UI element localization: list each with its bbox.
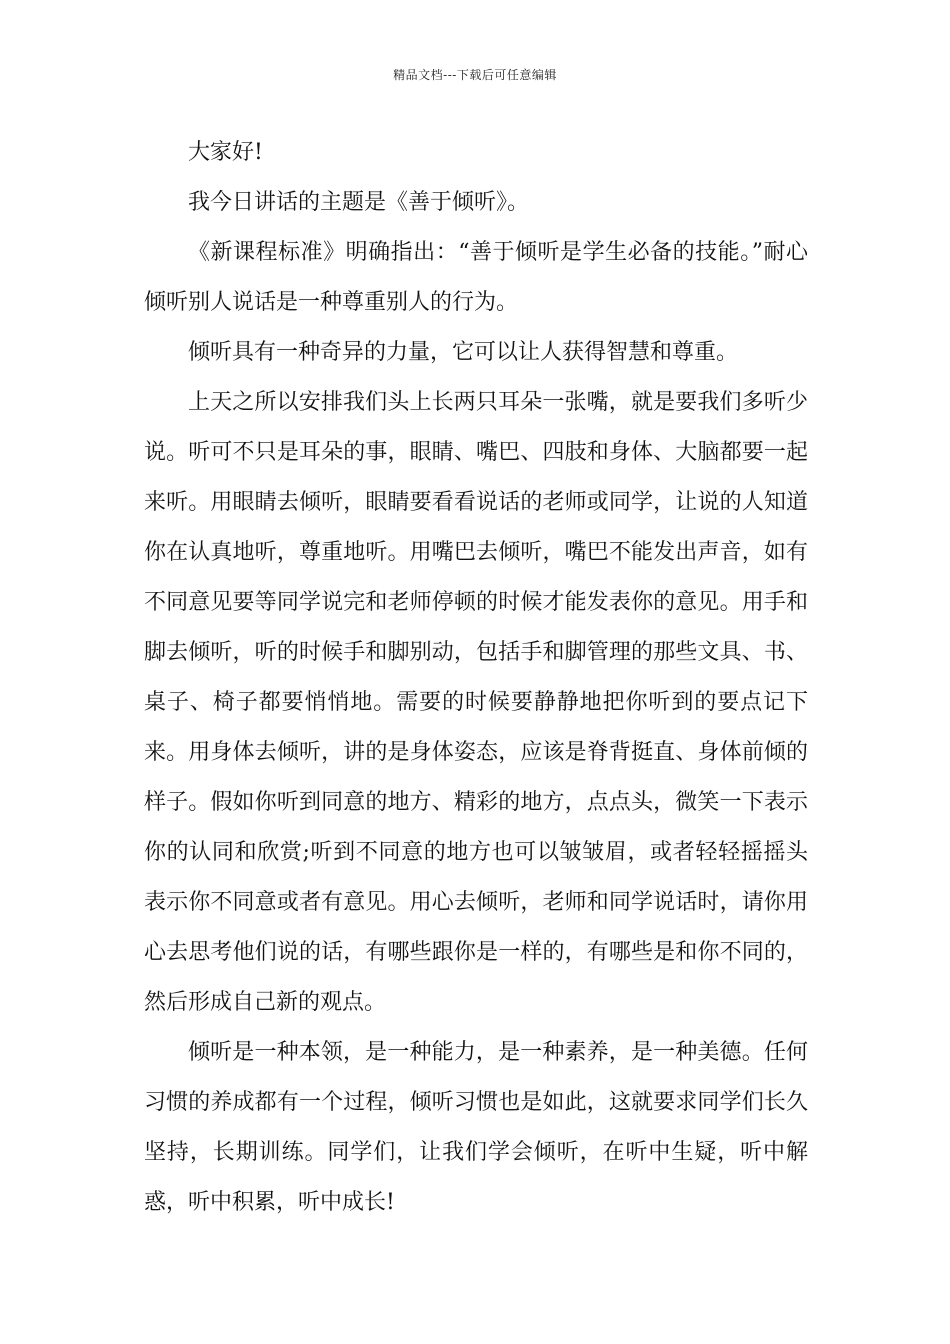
paragraph-topic: 我今日讲话的主题是《善于倾听》。 [188, 190, 530, 215]
paragraph-greeting: 大家好! [188, 140, 263, 165]
paragraph-how-to-listen: 上天之所以安排我们头上长两只耳朵一张嘴，就是要我们多听少说。听可不只是耳朵的事，眼睛、嘴巴、四肢和身体、大脑都要一起来听。用眼睛去倾听，眼睛要看看说话的老师或同学，让说的人知道你在认真地听，尊重地听。用嘴巴去倾听，嘴巴不能发出声音，如有不同意见要等同学说完和老师停顿的时候才能发表你的意见。用手和脚去倾听，听的时候手和脚别动，包括手和脚管理的那些文具、书、桌子、椅子都要悄悄地。需要的时候要静静地把你听到的要点记下来。用身体去倾听，讲的是身体姿态，应该是脊背挺直、身体前倾的样子。假如你听到同意的地方、精彩的地方，点点头，微笑一下表示你的认同和欣赏;听到不同意的地方也可以皱皱眉，或者轻轻摇摇头表示你不同意或者有意见。用心去倾听，老师和同学说话时，请你用心去思考他们说的话，有哪些跟你是一样的，有哪些是和你不同的，然后形成自己新的观点。 [144, 390, 808, 1015]
paragraph-standard-quote: 《新课程标准》明确指出：“善于倾听是学生必备的技能。”耐心倾听别人说话是一种尊重别人的行为。 [144, 240, 808, 315]
paragraph-power-of-listening: 倾听具有一种奇异的力量，它可以让人获得智慧和尊重。 [188, 340, 739, 365]
paragraph-conclusion: 倾听是一种本领，是一种能力，是一种素养，是一种美德。任何习惯的养成都有一个过程，倾听习惯也是如此，这就要求同学们长久坚持，长期训练。同学们，让我们学会倾听，在听中生疑，听中解惑，听中积累，听中成长! [144, 1040, 808, 1215]
document-body [144, 128, 808, 1228]
page-header: 精品文档---下载后可任意编辑 [393, 68, 557, 82]
